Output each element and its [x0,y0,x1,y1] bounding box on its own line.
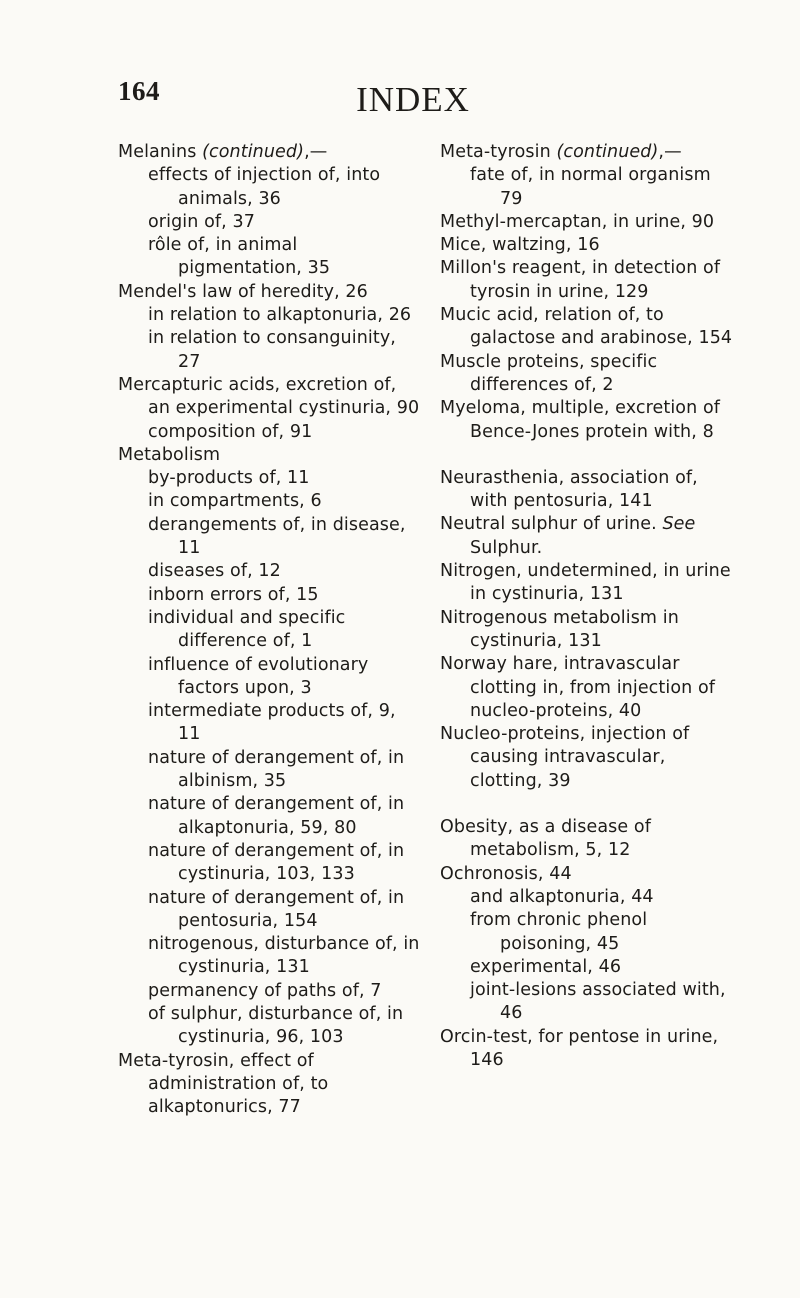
index-column-right [440,141,738,1072]
entry-text: Methyl-mercaptan, in urine, 90 [440,211,715,232]
entry-text: in relation to alkaptonuria, 26 [148,305,412,326]
index-column-left [118,141,423,1119]
index-entry [440,607,738,654]
entry-text: individual and specific difference of, 1 [148,607,346,652]
index-subentry [118,327,423,374]
index-subentry [440,164,738,211]
see-reference: See [662,514,696,535]
index-subentry [118,234,423,281]
entry-text: Ochronosis, 44 [440,863,572,884]
index-entry [118,374,423,421]
index-entry [440,1026,738,1073]
index-subentry [118,304,423,327]
index-subentry [118,560,423,583]
entry-text: Norway hare, intravascular clotting in, from injection of nucleo-proteins, 40 [440,654,716,721]
entry-text: Muscle proteins, specific differences of, 2 [440,351,658,395]
entry-text: diseases of, 12 [148,561,281,582]
index-subentry [118,467,423,490]
entry-text: Nitrogenous metabolism in cystinuria, 131 [440,607,679,651]
entry-text: Mucic acid, relation of, to galactose and arabinose, 154 [440,305,733,349]
entry-text: Nitrogen, undetermined, in urine in cystinuria, 131 [440,561,731,605]
page-number: 164 [118,76,160,106]
index-entry [440,257,738,304]
entry-text: from chronic phenol poisoning, 45 [470,910,648,954]
entry-text: composition of, 91 [148,421,313,442]
index-subentry [118,654,423,701]
index-subentry [440,886,738,909]
index-entry [118,444,423,467]
entry-text: Metabolism [118,444,221,465]
entry-gap [440,444,738,467]
index-subentry [440,909,738,956]
entry-text: effects of injection of, into animals, 36 [148,165,381,209]
index-entry [440,397,738,444]
index-entry [440,863,738,886]
entry-text: and alkaptonuria, 44 [470,886,654,907]
index-entry [440,560,738,607]
index-entry [440,234,738,257]
index-subentry [118,700,423,747]
page-title: INDEX [356,80,470,119]
index-entry [440,653,738,723]
index-subentry [440,956,738,979]
index-entry [118,141,423,164]
index-subentry [118,490,423,513]
index-entry [118,281,423,304]
entry-text: Millon's reagent, in detection of tyrosin in urine, 129 [440,258,721,302]
entry-text: derangements of, in disease, 11 [148,514,406,559]
index-entry [440,351,738,398]
entry-text: intermediate products of, 9, 11 [148,701,396,745]
index-subentry [118,421,423,444]
continued-marker: (continued) [202,142,305,162]
entry-text: by-products of, 11 [148,468,310,489]
entry-text: Mercapturic acids, excretion of, an experimental cystinuria, 90 [118,374,420,419]
index-subentry [118,514,423,561]
index-entry [440,723,738,793]
entry-text: permanency of paths of, 7 [148,980,382,1001]
see-target: Sulphur. [470,537,543,558]
entry-text: Orcin-test, for pentose in urine, 146 [440,1026,719,1070]
index-entry [440,211,738,234]
index-subentry [118,933,423,980]
index-subentry [118,747,423,794]
entry-text: Obesity, as a disease of metabolism, 5, 12 [440,817,651,861]
index-entry [440,141,738,164]
index-entry [440,467,738,514]
entry-gap [440,793,738,816]
index-subentry [118,887,423,934]
index-subentry [118,980,423,1003]
entry-text: of sulphur, disturbance of, in cystinuria, 96, 103 [148,1003,404,1048]
entry-text: Mendel's law of heredity, 26 [118,281,368,302]
index-subentry [118,793,423,840]
index-subentry [440,979,738,1026]
entry-text: Mice, waltzing, 16 [440,235,600,256]
index-subentry [118,840,423,887]
entry-suffix: ,— [304,142,328,162]
entry-text: influence of evolutionary factors upon, 3 [148,654,369,698]
entry-text: nature of derangement of, in albinism, 35 [148,747,405,792]
index-subentry [118,164,423,211]
index-subentry [118,1003,423,1050]
entry-text: nature of derangement of, in pentosuria, 154 [148,887,405,931]
index-entry [440,513,738,560]
entry-text: nature of derangement of, in alkaptonuria, 59, 80 [148,794,405,838]
index-entry [440,304,738,351]
index-subentry [118,584,423,607]
entry-text: rôle of, in animal pigmentation, 35 [148,235,331,279]
entry-text: Melanins [118,142,197,162]
entry-text: experimental, 46 [470,956,622,977]
index-entry [440,816,738,863]
entry-text: Meta-tyrosin [440,142,551,162]
entry-text: nature of derangement of, in cystinuria, 103, 133 [148,840,405,885]
entry-text: joint-lesions associated with, 46 [470,980,726,1024]
entry-text: Neutral sulphur of urine. [440,514,657,535]
entry-text: in compartments, 6 [148,491,322,512]
entry-text: Myeloma, multiple, excretion of Bence-Jones protein with, 8 [440,398,721,442]
index-subentry [118,211,423,234]
entry-text: Neurasthenia, association of, with pentosuria, 141 [440,467,698,512]
entry-text: Meta-tyrosin, effect of administration of, to alkaptonurics, 77 [118,1050,329,1118]
entry-text: inborn errors of, 15 [148,584,319,605]
index-subentry [118,607,423,654]
index-entry [118,1050,423,1120]
entry-text: in relation to consanguinity, 27 [148,328,396,372]
entry-text: nitrogenous, disturbance of, in cystinuria, 131 [148,934,420,978]
continued-marker: (continued) [556,142,659,162]
entry-text: Nucleo-proteins, injection of causing intravascular, clotting, 39 [440,724,690,791]
entry-text: origin of, 37 [148,211,255,232]
entry-text: fate of, in normal organism 79 [470,165,711,209]
entry-suffix: ,— [658,142,682,162]
